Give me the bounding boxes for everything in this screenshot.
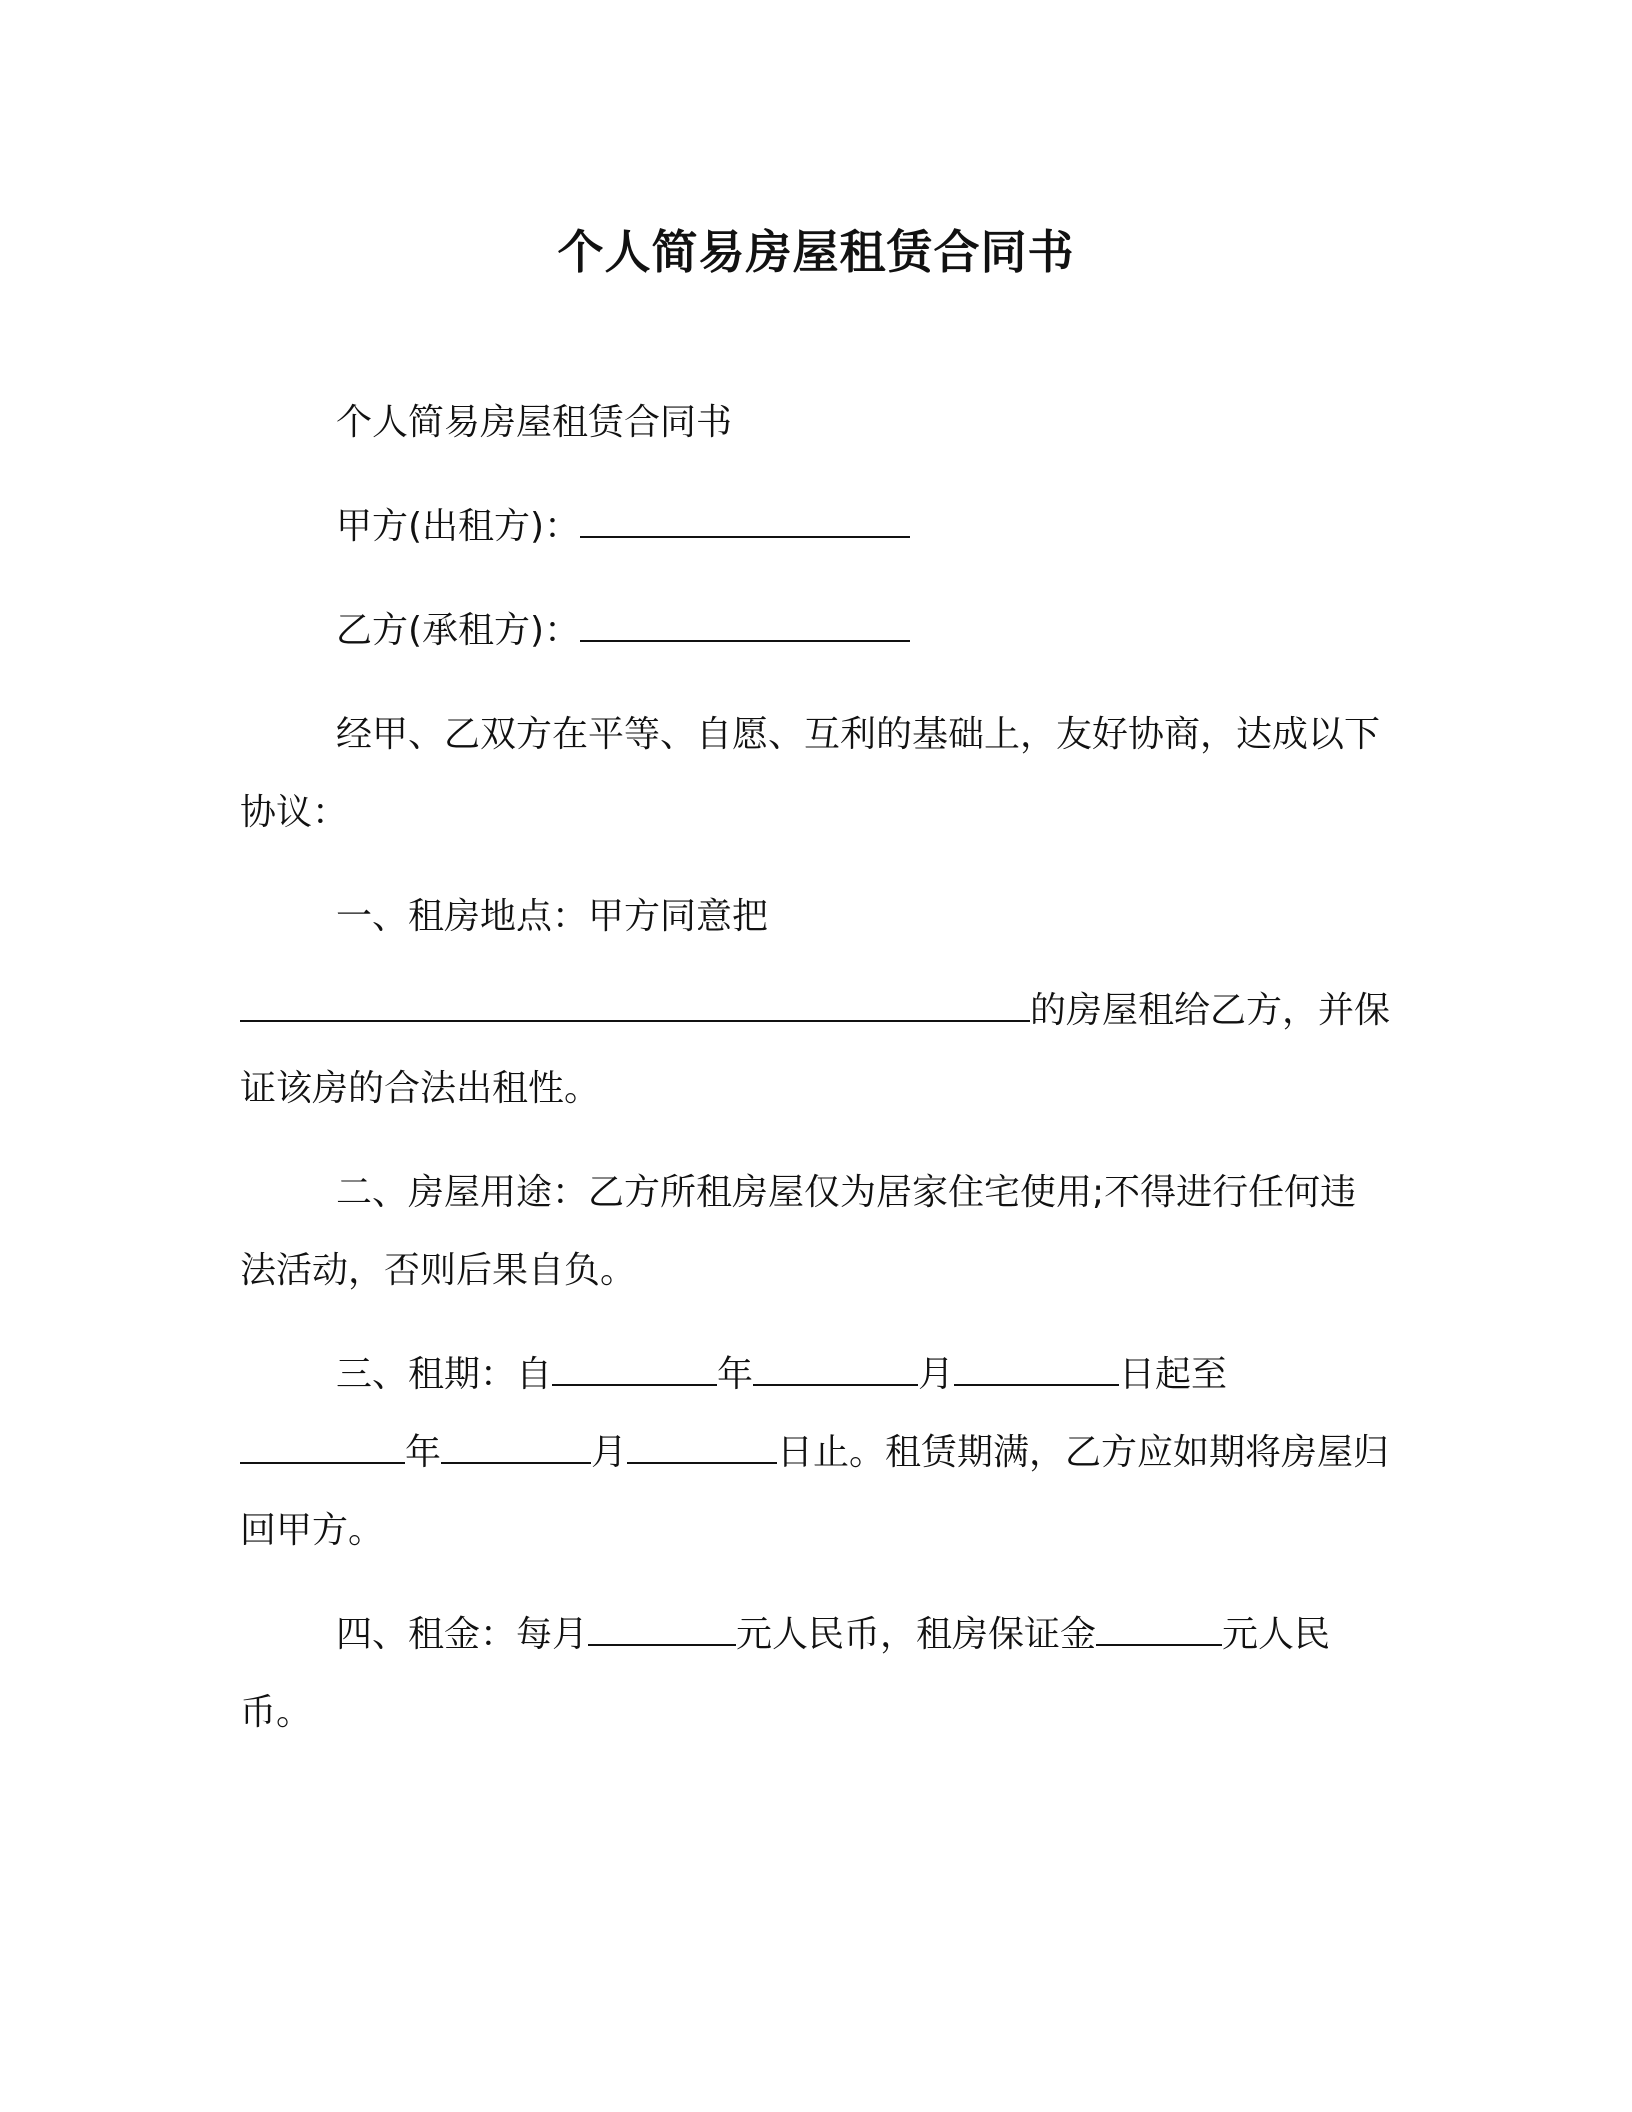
intro-paragraph: 经甲、乙双方在平等、自愿、互利的基础上，友好协商，达成以下协议：	[240, 714, 1381, 833]
start-month-blank[interactable]	[753, 1354, 918, 1386]
start-day-blank[interactable]	[954, 1354, 1119, 1386]
clause-3	[240, 1336, 1390, 1570]
clause-3-label: 三、租期：自	[336, 1354, 553, 1395]
end-day-blank[interactable]	[627, 1432, 777, 1464]
clause-4-mid: 元人民币，租房保证金	[736, 1614, 1097, 1655]
subtitle: 个人简易房屋租赁合同书	[336, 402, 733, 443]
monthly-rent-blank[interactable]	[588, 1614, 736, 1646]
end-year-unit: 年	[405, 1432, 442, 1473]
clause-1-tail: 的房屋租给乙方，并保证该房的合法出租性。	[240, 990, 1391, 1109]
party-b-label: 乙方(承租方)：	[336, 610, 581, 651]
clause-3-tail: 日止。租赁期满，乙方应如期将房屋归回甲方。	[240, 1432, 1390, 1551]
clause-2: 二、房屋用途：乙方所租房屋仅为居家住宅使用;不得进行任何违法活动，否则后果自负。	[240, 1172, 1357, 1291]
start-month-unit: 月	[918, 1354, 955, 1395]
end-year-blank[interactable]	[240, 1432, 405, 1464]
address-blank[interactable]	[240, 990, 1030, 1022]
deposit-blank[interactable]	[1096, 1614, 1222, 1646]
start-day-unit: 日起至	[1119, 1354, 1228, 1395]
clause-4-label: 四、租金：每月	[336, 1614, 589, 1655]
clause-4-tail: 元人民币。	[240, 1614, 1331, 1733]
end-month-unit: 月	[591, 1432, 628, 1473]
party-a-line	[240, 488, 1390, 566]
party-b-blank[interactable]	[580, 610, 910, 642]
party-b-line	[240, 592, 1390, 670]
document-body	[240, 384, 1390, 1778]
start-year-blank[interactable]	[552, 1354, 717, 1386]
party-a-label: 甲方(出租方)：	[336, 506, 581, 547]
clause-1-body	[240, 972, 1390, 1128]
clause-4	[240, 1596, 1390, 1752]
party-a-blank[interactable]	[580, 506, 910, 538]
clause-1-head: 一、租房地点：甲方同意把	[336, 896, 769, 937]
start-year-unit: 年	[717, 1354, 754, 1395]
document-title: 个人简易房屋租赁合同书	[557, 225, 1075, 279]
end-month-blank[interactable]	[441, 1432, 591, 1464]
